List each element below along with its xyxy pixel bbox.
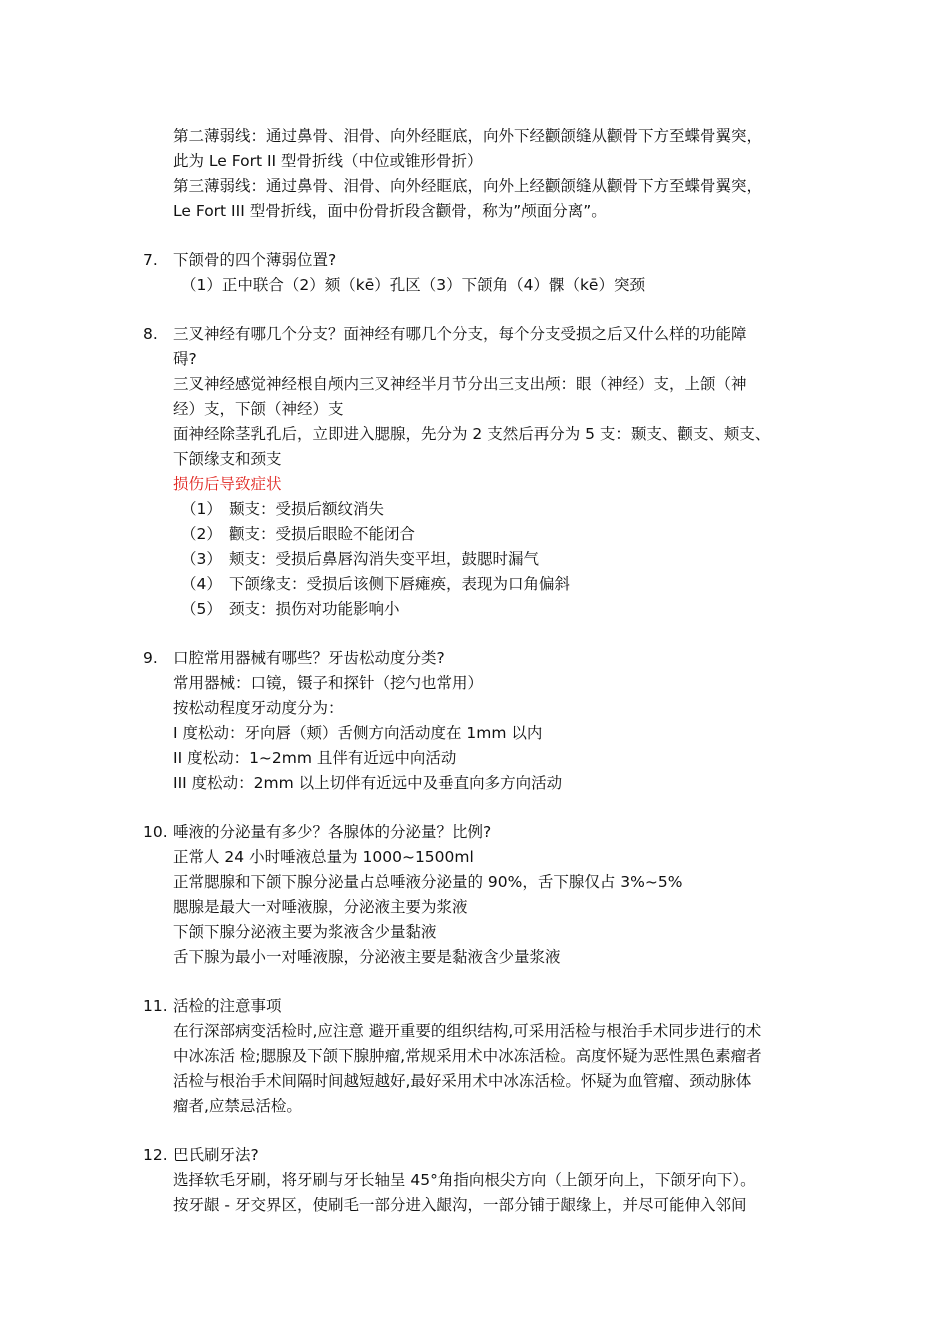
answer-line: I 度松动：牙向唇（颊）舌侧方向活动度在 1mm 以内 [173, 724, 543, 742]
answer-line: 经）支，下颌（神经）支 [173, 400, 344, 418]
red-heading: 损伤后导致症状 [173, 475, 282, 493]
answer-line: 正常人 24 小时唾液总量为 1000~1500ml [173, 848, 474, 866]
spacer [0, 1119, 950, 1143]
question-12 [0, 1143, 950, 1168]
list-number: （3） [181, 550, 222, 568]
text-line: 此为 Le Fort II 型骨折线（中位或锥形骨折） [173, 152, 483, 170]
list-text: 颊支：受损后鼻唇沟消失变平坦，鼓腮时漏气 [229, 550, 540, 568]
question-number: 12. [143, 1146, 168, 1164]
list-number: （1） [181, 500, 222, 518]
spacer [0, 796, 950, 820]
question-number: 8. [143, 325, 158, 343]
question-10 [0, 820, 950, 845]
answer-line: 中冰冻活 检;腮腺及下颌下腺肿瘤,常规采用术中冰冻活检。高度怀疑为恶性黑色素瘤者 [173, 1047, 762, 1065]
question-8 [0, 322, 950, 347]
question-9 [0, 646, 950, 671]
list-item [0, 522, 950, 547]
list-number: （5） [181, 600, 222, 618]
question-text: 巴氏刷牙法? [173, 1146, 259, 1164]
answer-line: 正常腮腺和下颌下腺分泌量占总唾液分泌量的 90%，舌下腺仅占 3%~5% [173, 873, 683, 891]
question-number: 11. [143, 997, 168, 1015]
answer-line: 常用器械：口镜，镊子和探针（挖勺也常用） [173, 674, 484, 692]
answer-line: II 度松动：1~2mm 且伴有近远中向活动 [173, 749, 457, 767]
list-number: （2） [181, 525, 222, 543]
answer-line: 活检与根治手术间隔时间越短越好,最好采用术中冰冻活检。怀疑为血管瘤、颈动脉体 [173, 1072, 752, 1090]
question-7 [0, 248, 950, 273]
answer-line: 按松动程度牙动度分为： [173, 699, 344, 717]
text-line: 第二薄弱线：通过鼻骨、泪骨、向外经眶底，向外下经颧颌缝从颧骨下方至蝶骨翼突， [173, 127, 763, 145]
answer-line: 在行深部病变活检时,应注意 避开重要的组织结构,可采用活检与根治手术同步进行的术 [173, 1022, 762, 1040]
list-text: 颧支：受损后眼睑不能闭合 [229, 525, 416, 543]
answer-line: 瘤者,应禁忌活检。 [173, 1097, 302, 1115]
question-text: 下颌骨的四个薄弱位置? [173, 251, 337, 269]
question-number: 9. [143, 649, 158, 667]
answer-line: 三叉神经感觉神经根自颅内三叉神经半月节分出三支出颅：眼（神经）支，上颌（神 [173, 375, 747, 393]
spacer [0, 970, 950, 994]
text-line: Le Fort III 型骨折线，面中份骨折段含颧骨，称为”颅面分离”。 [173, 202, 607, 220]
question-text-cont: 碍? [173, 350, 197, 368]
document-body [0, 124, 950, 1218]
answer-line: III 度松动：2mm 以上切伴有近远中及垂直向多方向活动 [173, 774, 563, 792]
question-number: 7. [143, 251, 158, 269]
question-11 [0, 994, 950, 1019]
answer-line: 下颌缘支和颈支 [173, 450, 282, 468]
answer-line: 腮腺是最大一对唾液腺，分泌液主要为浆液 [173, 898, 468, 916]
answer-line: 舌下腺为最小一对唾液腺，分泌液主要是黏液含少量浆液 [173, 948, 561, 966]
question-text: 活检的注意事项 [173, 997, 282, 1015]
list-text: 下颌缘支：受损后该侧下唇瘫痪，表现为口角偏斜 [229, 575, 571, 593]
answer-line: 选择软毛牙刷，将牙刷与牙长轴呈 45°角指向根尖方向（上颌牙向上，下颌牙向下）。 [173, 1171, 756, 1189]
spacer [0, 224, 950, 248]
list-item [0, 547, 950, 572]
question-text: 唾液的分泌量有多少？各腺体的分泌量？比例? [173, 823, 492, 841]
spacer [0, 622, 950, 646]
spacer [0, 298, 950, 322]
question-number: 10. [143, 823, 168, 841]
list-number: （4） [181, 575, 222, 593]
answer-line: 按牙龈 - 牙交界区，使刷毛一部分进入龈沟，一部分铺于龈缘上，并尽可能伸入邻间 [173, 1196, 747, 1214]
text-line: 第三薄弱线：通过鼻骨、泪骨、向外经眶底，向外上经颧颌缝从颧骨下方至蝶骨翼突， [173, 177, 763, 195]
answer-line: 下颌下腺分泌液主要为浆液含少量黏液 [173, 923, 437, 941]
answer-line: 面神经除茎乳孔后，立即进入腮腺，先分为 2 支然后再分为 5 支：颞支、颧支、颊支、 [173, 425, 771, 443]
list-text: 颞支：受损后额纹消失 [229, 500, 385, 518]
list-item [0, 572, 950, 597]
list-item [0, 597, 950, 622]
answer-line: （1）正中联合（2）颏（kē）孔区（3）下颌角（4）髁（kē）突颈 [181, 276, 645, 294]
list-item [0, 497, 950, 522]
list-text: 颈支：损伤对功能影响小 [229, 600, 400, 618]
question-text: 口腔常用器械有哪些？牙齿松动度分类? [173, 649, 445, 667]
question-text: 三叉神经有哪几个分支？面神经有哪几个分支，每个分支受损之后又什么样的功能障 [173, 325, 747, 343]
